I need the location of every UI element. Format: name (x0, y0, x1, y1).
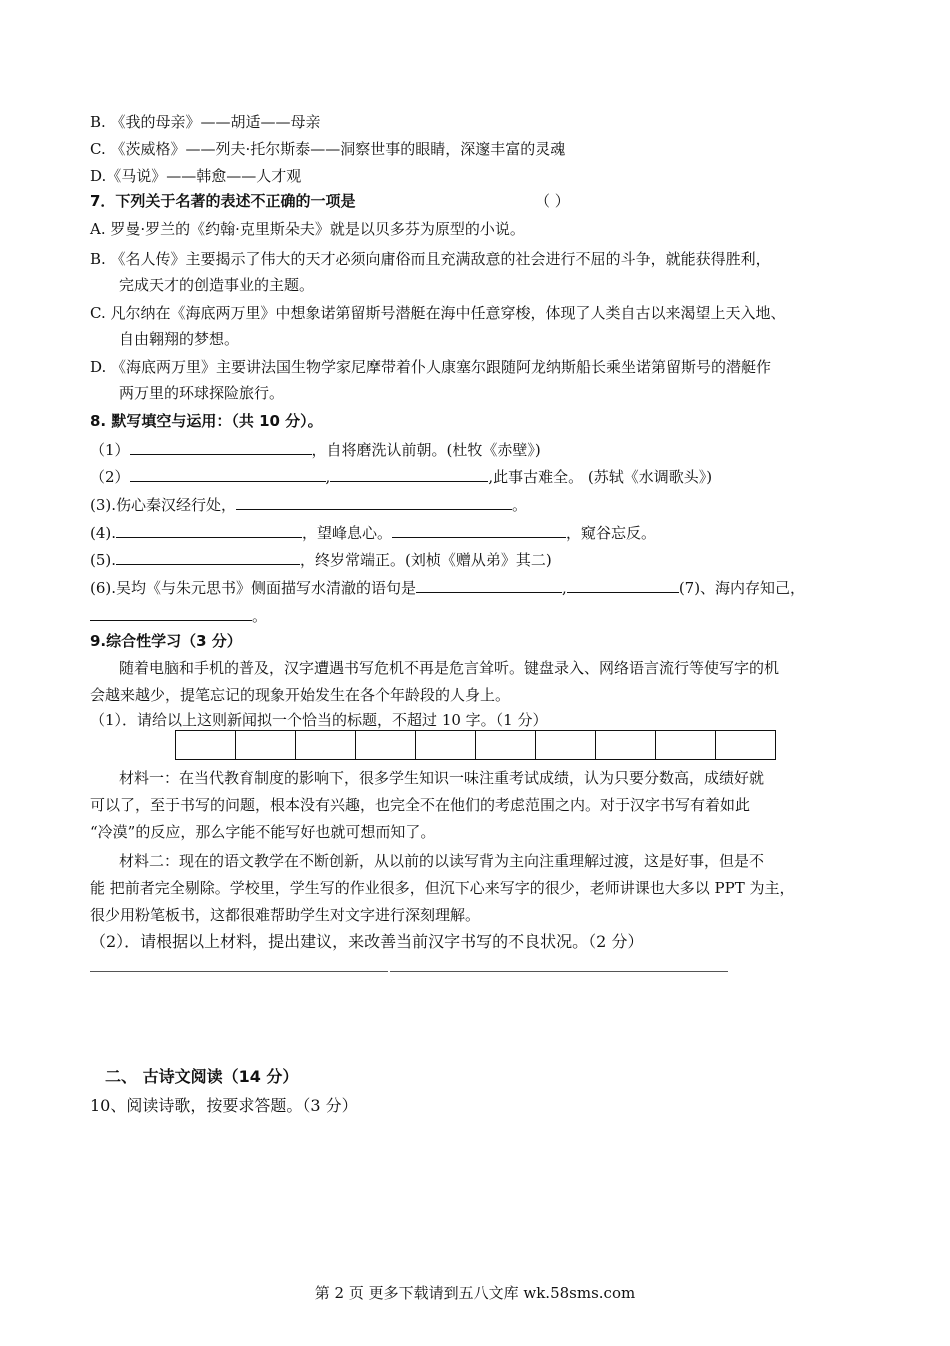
q7-stem: 7．下列关于名著的表述不正确的一项是 (90, 192, 356, 210)
answer-line[interactable] (390, 971, 728, 972)
material-1-line-3: “冷漠”的反应，那么字能不能写好也就可想而知了。 (90, 823, 436, 841)
q8-blank-7[interactable] (90, 605, 252, 621)
q8-line-6: (6).吴均《与朱元思书》侧面描写水清澈的语句是 , (7)、海内存知己， (90, 579, 806, 597)
q8-line-5 (90, 549, 552, 570)
q8-line-3 (90, 494, 527, 515)
material-2-line-1: 材料二：现在的语文教学在不断创新，从以前的以读写背为主向注重理解过渡，这是好事，但是不 (119, 852, 765, 870)
section-2-title: 二、 古诗文阅读（14 分） (105, 1067, 299, 1086)
q8-l3-end: 。 (512, 496, 528, 514)
q6-option-b: B. 《我的母亲》——胡适——母亲 (90, 113, 321, 131)
material-2-line-3: 很少用粉笔板书，这都很难帮助学生对文字进行深刻理解。 (90, 906, 481, 924)
q8-l4-num: (4). (90, 524, 117, 542)
answer-box[interactable] (716, 731, 775, 759)
q8-l4-mid: ，望峰息心。 (302, 524, 393, 542)
q8-line-4 (90, 522, 656, 543)
q8-blank-2a[interactable] (130, 466, 326, 482)
q9-sub1: （1）．请给以上这则新闻拟一个恰当的标题，不超过 10 字。（1 分） (90, 711, 548, 729)
q8-l3-text: (3).伤心秦汉经行处， (90, 496, 237, 514)
answer-box[interactable] (596, 731, 656, 759)
answer-box[interactable] (356, 731, 416, 759)
q9-title: 9.综合性学习（3 分） (90, 632, 242, 650)
q8-line-7 (90, 605, 267, 626)
answer-box[interactable] (476, 731, 536, 759)
q8-l7-end: 。 (252, 607, 268, 625)
answer-box[interactable] (536, 731, 596, 759)
material-1-line-1: 材料一：在当代教育制度的影响下，很多学生知识一味注重考试成绩，认为只要分数高，成绩好就 (119, 769, 765, 787)
q9-news-p2: 会越来越少，提笔忘记的现象开始发生在各个年龄段的人身上。 (90, 686, 511, 704)
q9-sub2: （2）．请根据以上材料，提出建议，来改善当前汉字书写的不良状况。（2 分） (90, 932, 644, 951)
q8-blank-4b[interactable] (392, 522, 566, 538)
q8-l2-text: 此事古难全。 (苏轼《水调歌头》) (493, 468, 713, 486)
q6-option-c: C. 《茨威格》——列夫·托尔斯泰——洞察世事的眼睛，深邃丰富的灵魂 (90, 140, 566, 158)
q8-l1-num: （1） (90, 441, 130, 459)
q7-option-b-cont: 完成天才的创造事业的主题。 (119, 276, 315, 294)
q8-blank-2b[interactable] (330, 466, 488, 482)
q7-option-d-cont: 两万里的环球探险旅行。 (119, 384, 285, 402)
page-footer: 第 2 页 更多下载请到五八文库 wk.58sms.com (314, 1284, 636, 1302)
material-1-line-2: 可以了，至于书写的问题，根本没有兴趣，也完全不在他们的考虑范围之内。对于汉字书写有着如此 (90, 796, 751, 814)
q8-blank-3[interactable] (236, 494, 512, 510)
q8-blank-6a[interactable] (416, 577, 562, 593)
q7-answer-paren: （ ） (535, 192, 570, 210)
q8-blank-5[interactable] (116, 549, 300, 565)
answer-box[interactable] (416, 731, 476, 759)
title-answer-grid (175, 730, 776, 760)
q6-option-d: D.《马说》——韩愈——人才观 (90, 167, 302, 185)
answer-box[interactable] (296, 731, 356, 759)
q8-blank-6b[interactable] (567, 577, 679, 593)
q7-option-b: B. 《名人传》主要揭示了伟大的天才必须向庸俗而且充满敌意的社会进行不屈的斗争，就能获得胜利， (90, 250, 771, 268)
q9-news-p1: 随着电脑和手机的普及，汉字遭遇书写危机不再是危言耸听。键盘录入、网络语言流行等使写字的机 (119, 659, 780, 677)
q7-option-a: A. 罗曼·罗兰的《约翰·克里斯朵夫》就是以贝多芬为原型的小说。 (90, 220, 525, 238)
q7-option-c-cont: 自由翱翔的梦想。 (119, 330, 240, 348)
q8-l2-num: （2） (90, 468, 130, 486)
q8-line-2: （2） , ,此事古难全。 (苏轼《水调歌头》) (90, 468, 713, 486)
q10-stem: 10、阅读诗歌，按要求答题。（3 分） (90, 1096, 358, 1115)
q8-blank-1[interactable] (130, 439, 312, 455)
answer-line[interactable] (90, 971, 388, 972)
q8-l7-text: (7)、海内存知己， (678, 579, 806, 597)
answer-box[interactable] (236, 731, 296, 759)
q8-l1-text: ，自将磨洗认前朝。(杜牧《赤壁》) (311, 441, 541, 459)
q8-l6-text: (6).吴均《与朱元思书》侧面描写水清澈的语句是 (90, 579, 417, 597)
q8-l5-text: ，终岁常端正。(刘桢《赠从弟》其二) (300, 551, 552, 569)
q7-option-c: C. 凡尔纳在《海底两万里》中想象诺第留斯号潜艇在海中任意穿梭，体现了人类自古以来渴望上天入地、 (90, 304, 786, 322)
q8-l4-text: ，窥谷忘反。 (566, 524, 657, 542)
q8-line-1 (90, 439, 541, 460)
q8-blank-4a[interactable] (116, 522, 302, 538)
answer-box[interactable] (656, 731, 716, 759)
answer-box[interactable] (176, 731, 236, 759)
q8-title: 8. 默写填空与运用：（共 10 分）。 (90, 412, 323, 430)
material-2-line-2: 能 把前者完全剔除。学校里，学生写的作业很多，但沉下心来写字的很少，老师讲课也大多以 PPT 为主， (90, 879, 795, 897)
q7-option-d: D. 《海底两万里》主要讲法国生物学家尼摩带着仆人康塞尔跟随阿龙纳斯船长乘坐诺第留斯号的潜艇作 (90, 358, 772, 376)
q8-l5-num: (5). (90, 551, 117, 569)
